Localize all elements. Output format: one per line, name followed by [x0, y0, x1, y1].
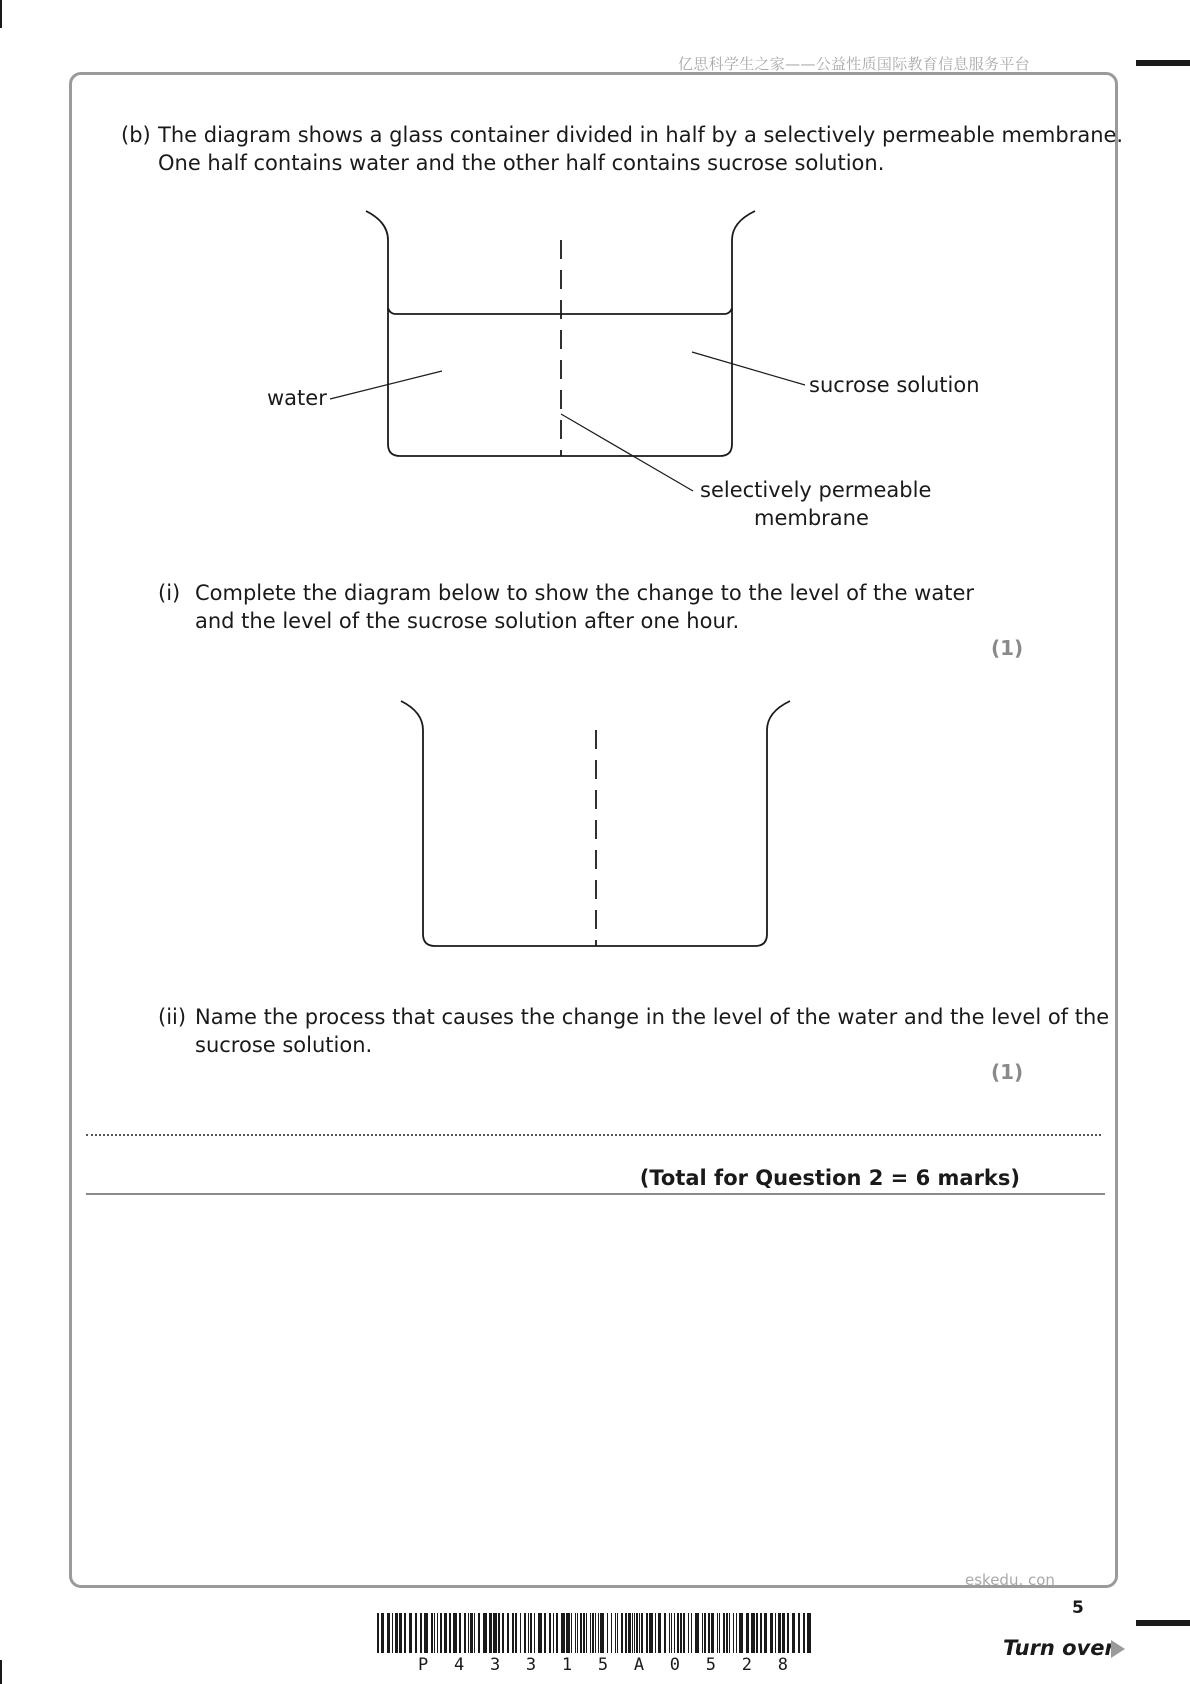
barcode-bar — [634, 1613, 635, 1653]
water-leader-line — [330, 371, 442, 399]
barcode-bar — [478, 1613, 480, 1653]
barcode-bar — [440, 1613, 442, 1653]
turn-over-text: Turn over — [1003, 1636, 1115, 1660]
part-i-text-line1: Complete the diagram below to show the change to the level of the water — [195, 581, 974, 605]
answer-line[interactable] — [86, 1134, 1101, 1136]
watermark-top: 亿思科学生之家——公益性质国际教育信息服务平台 — [678, 55, 1030, 73]
barcode-bar — [395, 1613, 398, 1653]
barcode-digit: 1 — [561, 1655, 573, 1675]
barcode-bar — [524, 1613, 526, 1653]
barcode-bar — [775, 1613, 776, 1653]
barcode-digit: 8 — [777, 1655, 788, 1675]
barcode-bar — [782, 1613, 785, 1653]
barcode-bar — [646, 1613, 648, 1653]
barcode-digit: 5 — [597, 1655, 609, 1675]
barcode-bar — [674, 1613, 675, 1653]
barcode-bar — [575, 1613, 576, 1653]
barcode-bar — [598, 1613, 599, 1653]
question-b-label: (b) — [121, 123, 151, 147]
barcode-bar — [377, 1613, 379, 1653]
barcode-bar — [787, 1613, 789, 1653]
barcode-digit: 4 — [453, 1655, 465, 1675]
barcode-bar — [404, 1613, 406, 1653]
barcode-bar — [592, 1613, 594, 1653]
barcode-bar — [683, 1613, 685, 1653]
barcode-bar — [498, 1613, 500, 1653]
barcode-bar — [595, 1613, 596, 1653]
barcode-bar — [615, 1613, 616, 1653]
sucrose-leader-line — [692, 352, 805, 385]
part-ii-label: (ii) — [158, 1005, 187, 1029]
barcode-bar — [399, 1613, 402, 1653]
barcode-bar — [723, 1613, 725, 1653]
barcode-bar — [649, 1613, 653, 1653]
question-b-text-line2: One half contains water and the other half contains sucrose solution. — [158, 151, 885, 175]
barcode-bar — [561, 1613, 565, 1653]
barcode-bar — [586, 1613, 587, 1653]
barcode-bar — [566, 1613, 570, 1653]
barcode-bar — [502, 1613, 504, 1653]
barcode-bar — [549, 1613, 551, 1653]
barcode-bar — [726, 1613, 728, 1653]
barcode-bar — [764, 1613, 767, 1653]
barcode-bar — [746, 1613, 749, 1653]
total-divider — [86, 1193, 1105, 1195]
corner-mark-bottom-left — [0, 1660, 2, 1684]
part-i-text-line2: and the level of the sucrose solution after one hour. — [195, 609, 740, 633]
barcode-bar — [381, 1613, 384, 1653]
barcode-bar — [534, 1613, 535, 1653]
barcode-digit: 3 — [525, 1655, 537, 1675]
barcode-bar — [717, 1613, 718, 1653]
barcode-bar — [577, 1613, 578, 1653]
barcode-bar — [719, 1613, 720, 1653]
barcode-bar — [392, 1613, 393, 1653]
barcode-bar — [459, 1613, 461, 1653]
barcode-bar — [736, 1613, 737, 1653]
barcode-bar — [553, 1613, 554, 1653]
barcode-bar — [708, 1613, 710, 1653]
barcode-bar — [691, 1613, 692, 1653]
barcode-bar — [655, 1613, 656, 1653]
barcode-bar — [760, 1613, 762, 1653]
barcode-bar — [770, 1613, 773, 1653]
container-diagram-initial — [0, 0, 1190, 560]
container-diagram-answer[interactable] — [0, 690, 1190, 960]
part-ii-text-line2: sucrose solution. — [195, 1033, 373, 1057]
barcode-digit: P — [418, 1655, 429, 1675]
barcode-bar — [669, 1613, 670, 1653]
barcode-bar — [739, 1613, 743, 1653]
barcode-bar — [468, 1613, 469, 1653]
barcode-bar — [628, 1613, 631, 1653]
barcode-bar — [792, 1613, 795, 1653]
label-water: water — [267, 386, 327, 410]
barcode-bar — [688, 1613, 689, 1653]
barcode-bar — [756, 1613, 758, 1653]
page-number: 5 — [1072, 1598, 1084, 1618]
part-i-marks: (1) — [991, 636, 1024, 660]
barcode-bar — [434, 1613, 435, 1653]
barcode-bar — [515, 1613, 517, 1653]
barcode-bar — [680, 1613, 682, 1653]
barcode-bar — [677, 1613, 679, 1653]
membrane-leader-line — [561, 414, 693, 491]
barcode-bar — [415, 1613, 417, 1653]
barcode-bar — [507, 1613, 509, 1653]
barcode-bar — [409, 1613, 412, 1653]
barcode-bar — [580, 1613, 582, 1653]
barcode-bar — [751, 1613, 755, 1653]
barcode-bar — [420, 1613, 422, 1653]
barcode-bar — [600, 1613, 604, 1653]
barcode-digit: A — [633, 1655, 645, 1675]
barcode-bar — [621, 1613, 623, 1653]
barcode-bar — [639, 1613, 640, 1653]
barcode-bar — [617, 1613, 618, 1653]
barcode-digit: 2 — [741, 1655, 752, 1675]
barcode-bar — [778, 1613, 781, 1653]
barcode-bar — [424, 1613, 428, 1653]
barcode-bar — [431, 1613, 433, 1653]
barcode-bar — [571, 1613, 572, 1653]
barcode-bar — [453, 1613, 457, 1653]
barcode-bar — [583, 1613, 585, 1653]
barcode-bar — [798, 1613, 800, 1653]
question-b-text-line1: The diagram shows a glass container divided in half by a selectively permeable membrane. — [158, 123, 1124, 147]
watermark-bottom: eskedu. con — [965, 1571, 1055, 1589]
barcode-bar — [538, 1613, 542, 1653]
label-sucrose-solution: sucrose solution — [809, 373, 980, 397]
part-ii-text-line1: Name the process that causes the change in the level of the water and the level of the — [195, 1005, 1110, 1029]
barcode-bar — [590, 1613, 591, 1653]
side-bar-bottom-right — [1136, 1620, 1190, 1626]
barcode-digit: 0 — [669, 1655, 681, 1675]
barcode-bar — [464, 1613, 466, 1653]
liquid-level-line — [388, 308, 732, 314]
barcode-bar — [474, 1613, 475, 1653]
barcode-digit: 5 — [705, 1655, 716, 1675]
barcode-digit: 3 — [489, 1655, 501, 1675]
barcode-digits — [418, 1655, 788, 1675]
barcode-bar — [695, 1613, 699, 1653]
barcode-bar — [449, 1613, 451, 1653]
barcode-bar — [636, 1613, 638, 1653]
barcode-bar — [702, 1613, 703, 1653]
barcode-bar — [528, 1613, 529, 1653]
barcode-bar — [556, 1613, 558, 1653]
barcode-bar — [444, 1613, 447, 1653]
barcode-bar — [607, 1613, 608, 1653]
barcode-bar — [711, 1613, 714, 1653]
barcode-bar — [704, 1613, 706, 1653]
barcode-bar — [625, 1613, 627, 1653]
question-total: (Total for Question 2 = 6 marks) — [639, 1166, 1020, 1190]
barcode-bar — [520, 1613, 521, 1653]
barcode-bar — [671, 1613, 672, 1653]
turn-over-arrow-icon — [1111, 1640, 1125, 1658]
barcode-bar — [530, 1613, 532, 1653]
barcode-bar — [387, 1613, 390, 1653]
barcode-bar — [544, 1613, 546, 1653]
barcode-bar — [729, 1613, 730, 1653]
barcode-bar — [664, 1613, 666, 1653]
barcode-bar — [470, 1613, 473, 1653]
barcode — [377, 1613, 811, 1655]
label-membrane-line2: membrane — [754, 506, 869, 530]
barcode-bar — [483, 1613, 487, 1653]
barcode-bar — [632, 1613, 633, 1653]
barcode-bar — [733, 1613, 734, 1653]
barcode-bar — [611, 1613, 612, 1653]
barcode-bar — [437, 1613, 438, 1653]
label-membrane-line1: selectively permeable — [700, 478, 932, 502]
part-i-label: (i) — [158, 581, 181, 605]
part-ii-marks: (1) — [991, 1060, 1024, 1084]
barcode-bar — [803, 1613, 805, 1653]
barcode-bar — [658, 1613, 661, 1653]
barcode-bar — [641, 1613, 643, 1653]
barcode-bar — [807, 1613, 811, 1653]
barcode-bar — [512, 1613, 514, 1653]
barcode-bar — [493, 1613, 497, 1653]
barcode-bar — [489, 1613, 492, 1653]
